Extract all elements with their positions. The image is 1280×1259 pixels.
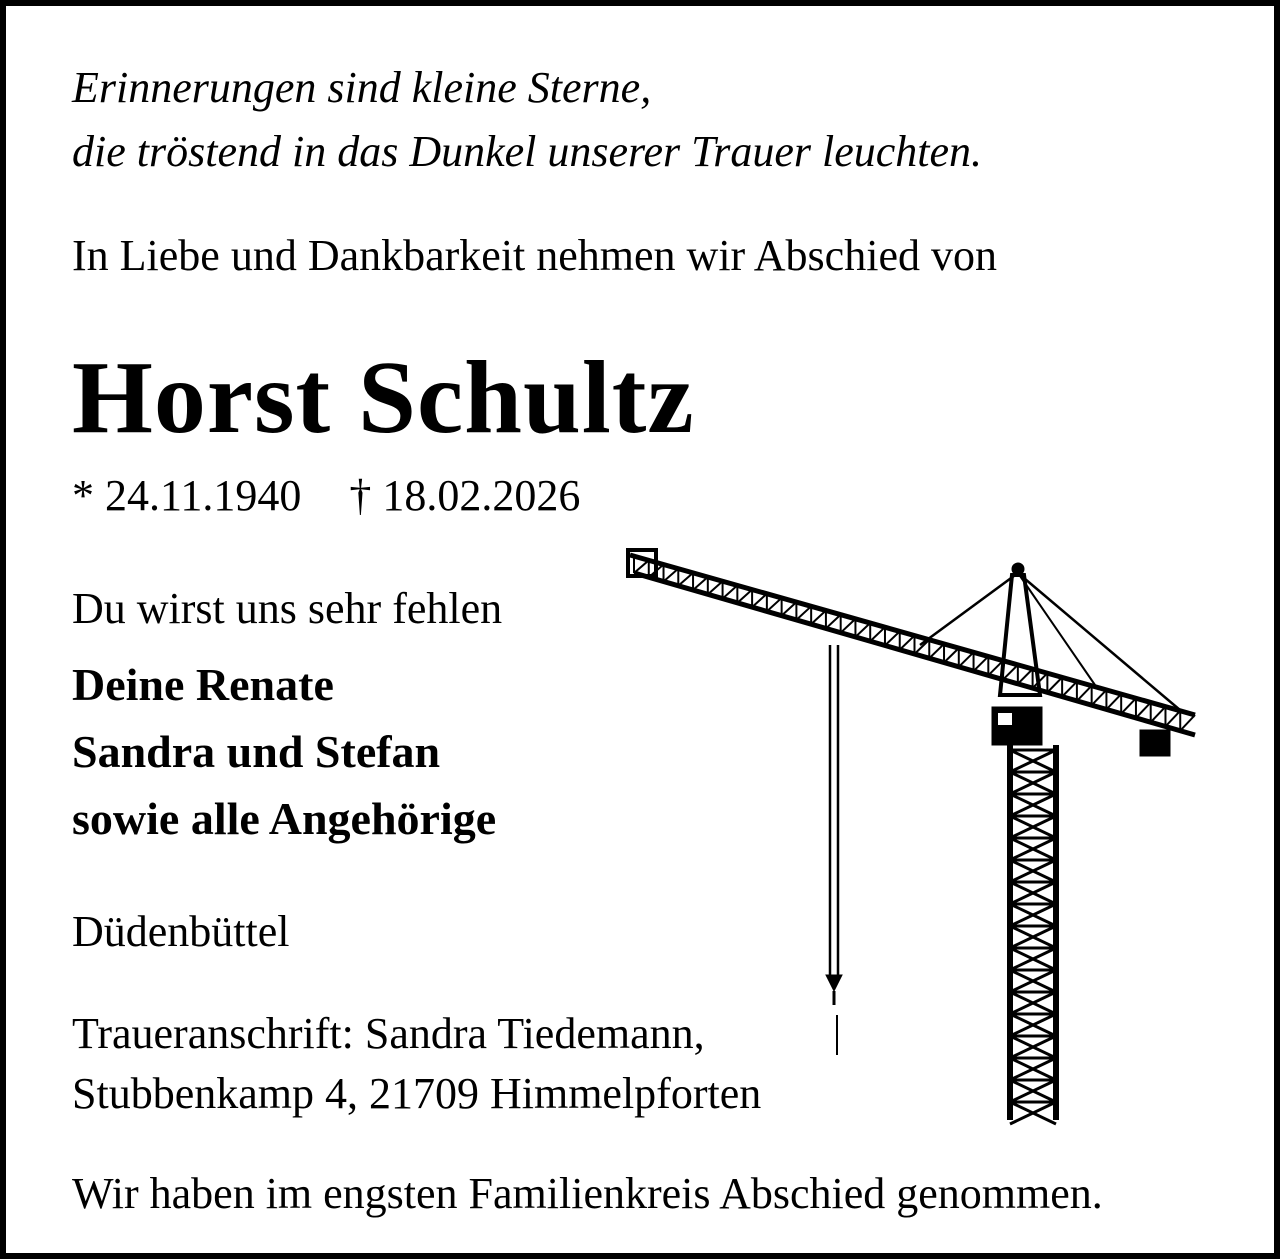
mourning-address-line-2: Stubbenkamp 4, 21709 Himmelpforten <box>72 1069 762 1118</box>
tower-crane-icon <box>620 535 1210 1130</box>
intro-text: In Liebe und Dankbarkeit nehmen wir Abschied von <box>72 231 997 280</box>
death-date: † 18.02.2026 <box>349 471 581 520</box>
farewell-text: Du wirst uns sehr fehlen <box>72 584 503 633</box>
motto-line-1: Erinnerungen sind kleine Sterne, <box>72 63 652 112</box>
deceased-name: Horst Schultz <box>72 340 695 455</box>
mourner-line: Deine Renate <box>72 659 334 710</box>
place-name: Düdenbüttel <box>72 907 290 956</box>
life-dates <box>72 471 581 520</box>
mourner-line: sowie alle Angehörige <box>72 793 497 844</box>
mourning-address-line-1: Traueranschrift: Sandra Tiedemann, <box>72 1009 705 1058</box>
motto-line-2: die tröstend in das Dunkel unserer Trauer leuchten. <box>72 127 983 176</box>
closing-text: Wir haben im engsten Familienkreis Abschied genommen. <box>72 1169 1103 1218</box>
mourner-line: Sandra und Stefan <box>72 726 441 777</box>
birth-date: * 24.11.1940 <box>72 471 302 520</box>
